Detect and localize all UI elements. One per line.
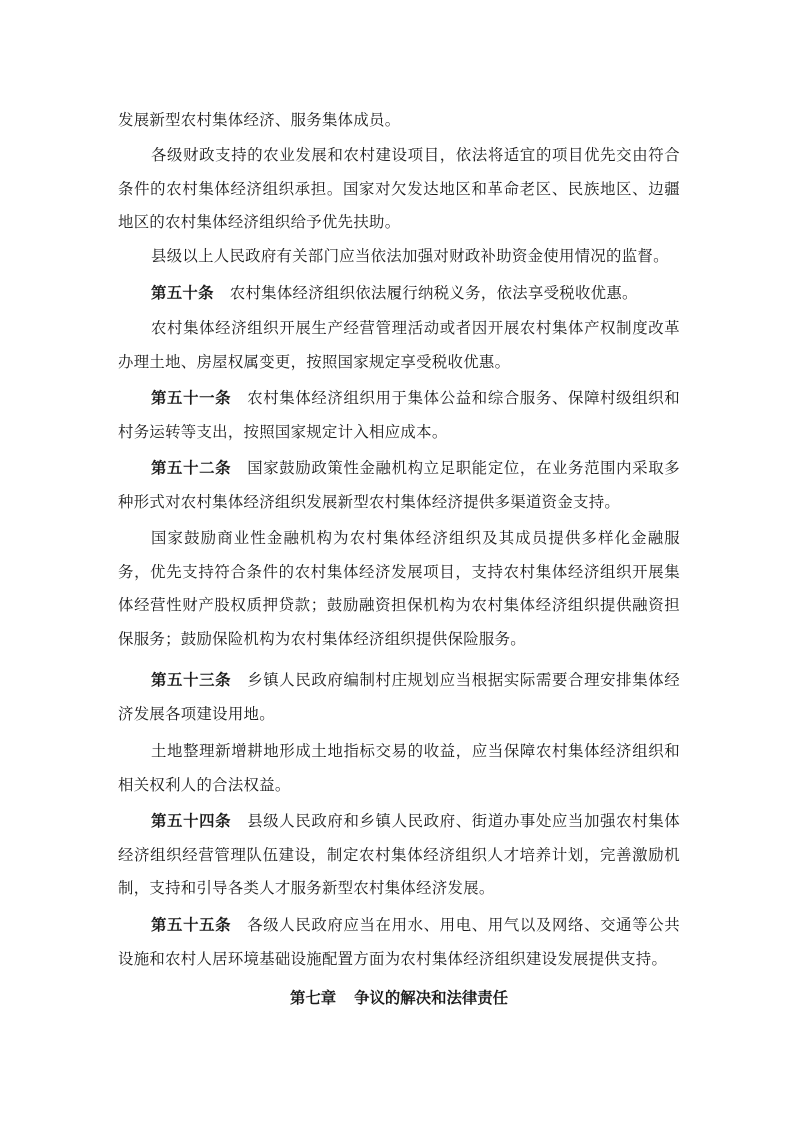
chapter-heading: [118, 982, 680, 1016]
article-text: 县级人民政府和乡镇人民政府、街道办事处应当加强农村集体经济组织经营管理队伍建设，制定农村集体经济组织人才培养计划，完善激励机制，支持和引导各类人才服务新型农村集体经济发展。: [118, 812, 680, 897]
paragraph-text: 国家鼓励商业性金融机构为农村集体经济组织及其成员提供多样化金融服务，优先支持符合条件的农村集体经济发展项目，支持农村集体经济组织开展集体经营性财产股权质押贷款；鼓励融资担保机构为农村集体经济组织提供融资担保服务；鼓励保险机构为农村集体经济组织提供保险服务。: [118, 529, 680, 648]
paragraph-commercial-finance: [118, 522, 680, 656]
article-51: [118, 382, 680, 449]
paragraph-text: 土地整理新增耕地形成土地指标交易的收益，应当保障农村集体经济组织和相关权利人的合法权益。: [118, 742, 680, 794]
article-number: 第五十四条: [151, 812, 232, 830]
article-53: [118, 664, 680, 731]
chapter-title: 争议的解决和法律责任: [354, 989, 509, 1007]
article-number: 第五十一条: [151, 389, 232, 407]
article-text: 农村集体经济组织依法履行纳税义务，依法享受税收优惠。: [229, 284, 638, 302]
paragraph-land-revenue: [118, 735, 680, 802]
article-54: [118, 805, 680, 906]
article-number: 第五十五条: [151, 916, 232, 934]
article-number: 第五十三条: [151, 671, 232, 689]
article-text: 各级人民政府应当在用水、用电、用气以及网络、交通等公共设施和农村人居环境基础设施配置方面为农村集体经济组织建设发展提供支持。: [118, 916, 680, 968]
paragraph-text: 各级财政支持的农业发展和农村建设项目，依法将适宜的项目优先交由符合条件的农村集体经济组织承担。国家对欠发达地区和革命老区、民族地区、边疆地区的农村集体经济组织给予优先扶助。: [118, 146, 680, 231]
article-number: 第五十二条: [151, 459, 232, 477]
chapter-number: 第七章: [289, 989, 337, 1007]
paragraph-text: 农村集体经济组织开展生产经营管理活动或者因开展农村集体产权制度改革办理土地、房屋权属变更，按照国家规定享受税收优惠。: [118, 319, 680, 371]
article-55: [118, 909, 680, 976]
article-text: 乡镇人民政府编制村庄规划应当根据实际需要合理安排集体经济发展各项建设用地。: [118, 671, 680, 723]
article-50: [118, 277, 680, 311]
paragraph-text: 县级以上人民政府有关部门应当依法加强对财政补助资金使用情况的监督。: [151, 247, 669, 265]
article-text: 农村集体经济组织用于集体公益和综合服务、保障村级组织和村务运转等支出，按照国家规定计入相应成本。: [118, 389, 680, 441]
article-text: 国家鼓励政策性金融机构立足职能定位，在业务范围内采取多种形式对农村集体经济组织发展新型农村集体经济提供多渠道资金支持。: [118, 459, 680, 511]
paragraph-tax-benefits: [118, 312, 680, 379]
paragraph-fiscal-support: [118, 139, 680, 240]
paragraph-continuation: [118, 104, 680, 138]
article-52: [118, 452, 680, 519]
article-number: 第五十条: [151, 284, 214, 302]
paragraph-text: 发展新型农村集体经济、服务集体成员。: [118, 111, 401, 129]
paragraph-supervision: [118, 240, 680, 274]
